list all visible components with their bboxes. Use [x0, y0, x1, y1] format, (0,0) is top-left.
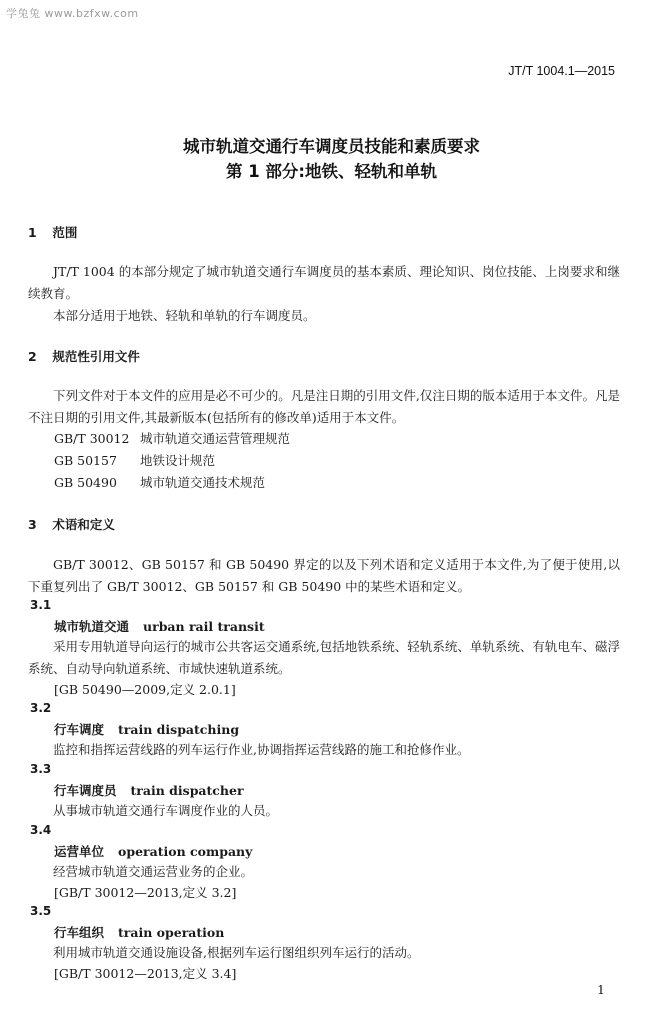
term-name-en: urban rail transit: [143, 619, 265, 634]
section-number: 2: [28, 349, 37, 364]
section-heading-scope: [28, 223, 77, 241]
reference-item: [54, 473, 265, 491]
term-name-en: train operation: [118, 925, 225, 940]
reference-name: 城市轨道交通运营管理规范: [140, 431, 291, 446]
term-name-zh: 城市轨道交通: [54, 619, 130, 634]
term-number: 3.3: [30, 762, 52, 776]
term-definition: 监控和指挥运营线路的列车运行作业,协调指挥运营线路的施工和抢修作业。: [53, 742, 470, 757]
term-definition: 经营城市轨道交通运营业务的企业。: [53, 864, 254, 879]
term-heading: [54, 781, 244, 799]
reference-code: GB/T 30012: [54, 431, 130, 446]
references-intro: 下列文件对于本文件的应用是必不可少的。凡是注日期的引用文件,仅注日期的版本适用于本文件。凡是不注日期的引用文件,其最新版本(包括所有的修改单)适用于本文件。: [28, 388, 620, 425]
term-number: 3.4: [30, 823, 52, 837]
scope-paragraph-2: 本部分适用于地铁、轻轨和单轨的行车调度员。: [53, 308, 316, 323]
term-source: [GB 50490—2009,定义 2.0.1]: [54, 682, 236, 697]
term-definition: 利用城市轨道交通设施设备,根据列车运行图组织列车运行的活动。: [53, 945, 420, 960]
term-source: [GB/T 30012—2013,定义 3.4]: [54, 966, 237, 981]
term-name-zh: 运营单位: [54, 844, 105, 859]
reference-name: 地铁设计规范: [140, 453, 216, 468]
reference-name: 城市轨道交通技术规范: [140, 475, 266, 490]
term-name-en: train dispatching: [118, 722, 240, 737]
term-definition: 采用专用轨道导向运行的城市公共客运交通系统,包括地铁系统、轻轨系统、单轨系统、有轨电车、磁浮系统、自动导向轨道系统、市域快速轨道系统。: [28, 639, 620, 676]
reference-code: GB 50490: [54, 475, 117, 490]
section-title: 范围: [52, 225, 78, 240]
section-number: 1: [28, 225, 37, 240]
term-definition: 从事城市轨道交通行车调度作业的人员。: [53, 803, 279, 818]
term-heading: [54, 842, 252, 860]
term-number: 3.5: [30, 904, 52, 918]
term-number: 3.2: [30, 701, 52, 715]
reference-code: GB 50157: [54, 453, 117, 468]
reference-item: [54, 451, 215, 469]
term-source: [GB/T 30012—2013,定义 3.2]: [54, 885, 237, 900]
term-heading: [54, 720, 239, 738]
standard-code: JT/T 1004.1—2015: [508, 64, 615, 78]
term-number: 3.1: [30, 598, 52, 612]
watermark: 学兔兔 www.bzfxw.com: [6, 7, 139, 20]
section-heading-normative-references: [28, 347, 140, 365]
section-title: 术语和定义: [52, 517, 115, 532]
section-title: 规范性引用文件: [52, 349, 140, 364]
reference-item: [54, 429, 290, 447]
scope-paragraph-1: JT/T 1004 的本部分规定了城市轨道交通行车调度员的基本素质、理论知识、岗位技能、上岗要求和继续教育。: [28, 264, 620, 301]
term-name-en: train dispatcher: [130, 783, 244, 798]
section-number: 3: [28, 517, 37, 532]
page-number: 1: [597, 982, 605, 997]
document-title: 城市轨道交通行车调度员技能和素质要求: [183, 137, 480, 156]
term-name-zh: 行车调度: [54, 722, 105, 737]
terms-intro: GB/T 30012、GB 50157 和 GB 50490 界定的以及下列术语和定义适用于本文件,为了便于使用,以下重复列出了 GB/T 30012、GB 50157 和 GB 50490 中的某些术语和定义。: [28, 557, 620, 594]
term-heading: [54, 923, 224, 941]
section-heading-terms: [28, 515, 115, 533]
term-name-zh: 行车调度员: [54, 783, 117, 798]
term-name-zh: 行车组织: [54, 925, 105, 940]
term-name-en: operation company: [118, 844, 253, 859]
document-subtitle: 第 1 部分:地铁、轻轨和单轨: [225, 162, 438, 181]
term-heading: [54, 617, 265, 635]
